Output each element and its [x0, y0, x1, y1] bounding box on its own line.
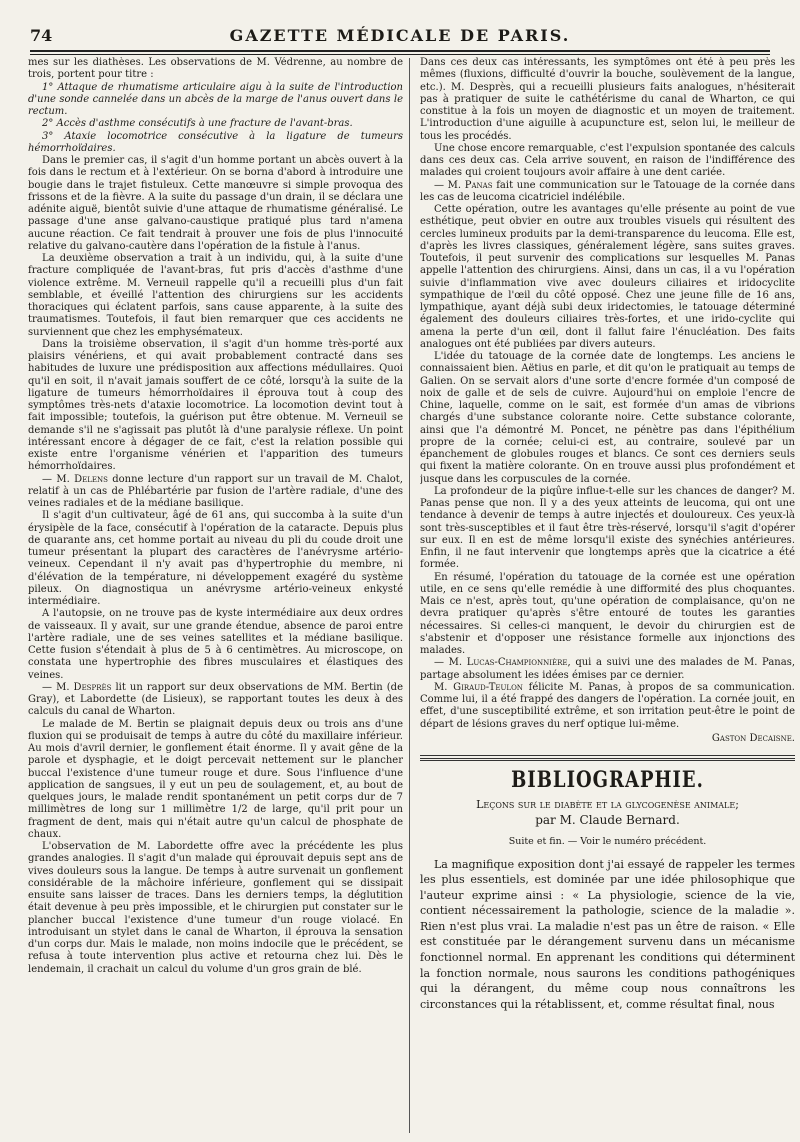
- section-heading: BIBLIOGRAPHIE.: [511, 767, 704, 794]
- journal-title: GAZETTE MÉDICALE DE PARIS.: [229, 26, 571, 45]
- speaker-name: M. Giraud-Teulon: [434, 681, 523, 693]
- paragraph: — M. Panas fait une communication sur le Tatouage de la cornée dans les cas de leucoma cicatriciel indélébile.: [420, 179, 795, 203]
- right-column: [420, 57, 795, 1132]
- header-rule-thin: [30, 54, 770, 55]
- paragraph: L'observation de M. Labordette offre avec la précédente les plus grandes analogies. Il s'agit d'un malade qui éprouvait depuis sept ans de vives douleurs sous la langue. De temps à autre survenait un gonflement considérable de la mâchoire inférieure, gonflement qui se dissipait ensuite sans laisser de traces. Dans les derniers temps, la déglutition était devenue à peu près impossible, et le chirurgien put constater sur le plancher buccal l'existence d'une tumeur d'un rouge violacé. En introduisant un stylet dans le canal de Wharton, il éprouva la sensation d'un corps dur. Mais le malade, non moins indocile que le précédent, se refusa à toute intervention plus active et retourna chez lui. Dès le lendemain, il crachait un calcul du volume d'un gros grain de blé.: [28, 841, 403, 975]
- continuation-note: Suite et fin. — Voir le numéro précédent.: [508, 836, 707, 848]
- paragraph: Dans ces deux cas intéressants, les symptômes ont été à peu près les mêmes (fluxions, difficulté d'ouvrir la bouche, soulèvement de la langue, etc.). M. Desprès, qui a recueilli plusieurs faits analogues, n'hésiterait pas à pratiquer de suite le cathétérisme du canal de Wharton, ce qui constitue à la fois un moyen de diagnostic et un moyen de traitement. L'introduction d'une aiguille à acupuncture est, selon lui, le meilleur de tous les procédés.: [420, 57, 795, 142]
- speaker-name: M. Desprès: [56, 681, 112, 693]
- paragraph: Il s'agit d'un cultivateur, âgé de 61 ans, qui succomba à la suite d'un érysipèle de la face, consécutif à l'opération de la cataracte. Depuis plus de quarante ans, cet homme portait au niveau du pli du coude droit une tumeur présentant la plupart des caractères de l'anévrysme artério-veineux. Cependant il n'y avait pas d'hypertrophie du membre, ni d'élévation de la température, ni développement exagéré du système pileux. On diagnostiqua un anévrysme artério-veineux enkysté intermédiaire.: [28, 510, 403, 607]
- left-column: [28, 57, 403, 1132]
- book-title: Leçons sur le diabète et la glycogenèse animale;: [476, 798, 739, 812]
- page-header: [30, 26, 770, 48]
- paragraph: La deuxième observation a trait à un individu, qui, à la suite d'une fracture compliquée de l'avant-bras, fut pris d'accès d'asthme d'une violence extrême. M. Verneuil rappelle qu'il a recueilli plus d'un fait semblable, et éveillé l'attention des chirurgiens sur les accidents thoraciques qui éclatent parfois, sans cause apparente, à la suite des traumatismes. Toutefois, il faut bien remarquer que ces accidents ne surviennent que chez les emphysémateux.: [28, 253, 403, 338]
- paragraph: M. Giraud-Teulon félicite M. Panas, à propos de sa communication. Comme lui, il a été frappé des dangers de l'opération. La cornée jouit, en effet, d'une susceptibilité extrême, et son irritation peut-être le point de départ de lésions graves du nerf optique lui-même.: [420, 681, 795, 730]
- paragraph: Cette opération, outre les avantages qu'elle présente au point de vue esthétique, peut obvier en outre aux troubles visuels qui résultent des cercles lumineux produits par la demi-transparence du leucoma. Elle est, d'après les livres classiques, généralement légère, sans suites graves. Toutefois, il peut survenir des complications sur lesquelles M. Panas appelle l'attention des chirurgiens. Ainsi, dans un cas, il a vu l'opération suivie d'inflammation vive avec douleurs ciliaires et iridocyclite sympathique de l'œil du côté opposé. Chez une jeune fille de 16 ans, lympathique, ayant déjà subi deux iridectomies, le tatouage déterminé également des douleurs ciliaires très-fortes, et une irido-cyclite qui amena la perte d'un œil, dont il fallut faire l'énucléation. Des faits analogues ont été publiées par divers auteurs.: [420, 204, 795, 350]
- speaker-name: M. Lucas-Championnière: [448, 657, 568, 669]
- paragraph: En résumé, l'opération du tatouage de la cornée est une opération utile, en ce sens qu'elle remédie à une difformité des plus choquantes. Mais ce n'est, après tout, qu'une opération de complaisance, qu'on ne devra pratiquer qu'après s'être entouré de toutes les garanties nécessaires. Si celles-ci manquent, le devoir du chirurgien est de s'abstenir et d'opposer une résistance formelle aux injonctions des malades.: [420, 571, 795, 656]
- paragraph: mes sur les diathèses. Les observations de M. Védrenne, au nombre de trois, portent pour titre :: [28, 57, 403, 81]
- paragraph: Une chose encore remarquable, c'est l'expulsion spontanée des calculs dans ces deux cas. Cela arrive souvent, en raison de l'indifférence des malades qui croient toujours avoir affaire à une dent cariée.: [420, 142, 795, 179]
- section-separator-double: [420, 758, 795, 761]
- paragraph: A l'autopsie, on ne trouve pas de kyste intermédiaire aux deux ordres de vaisseaux. Il y avait, sur une grande étendue, absence de paroi entre l'artère radiale, une de ses veines satellites et la médiane basilique. Cette fusion s'étendait à plus de 5 à 6 centimètres. Au microscope, on constata une hypertrophie des fibres musculaires et élastiques des veines.: [28, 608, 403, 681]
- speaker-name: M. Panas: [447, 179, 493, 191]
- page-number: 74: [30, 26, 53, 45]
- paragraph: — M. Desprès lit un rapport sur deux observations de MM. Bertin (de Gray), et Labordette (de Lisieux), se rapportant toutes les deux à des calculs du canal de Wharton.: [28, 681, 403, 718]
- observation-title: 1° Attaque de rhumatisme articulaire aigu à la suite de l'introduction d'une sonde cannelée dans un abcès de la marge de l'anus ouvert dans le rectum.: [28, 81, 403, 117]
- column-divider: [409, 58, 410, 1133]
- header-rule: [30, 50, 770, 52]
- section-separator: [420, 755, 795, 756]
- paragraph: Dans la troisième observation, il s'agit d'un homme très-porté aux plaisirs vénériens, et qui avait probablement contracté dans ses habitudes de luxure une prédisposition aux affections médullaires. Quoi qu'il en soit, il n'avait jamais souffert de ce côté, lorsqu'à la suite de la ligature de tumeurs hémorrhoïdaires il éprouva tout à coup des symptômes très-nets d'ataxie locomotrice. La locomotion devint tout à fait impossible; toutefois, la guérison put être obtenue. M. Verneuil se demande s'il ne s'agissait pas plutôt là d'une paralysie réflexe. Un point intéressant encore à dégager de ce fait, c'est la relation possible qui existe entre l'organisme vénérien et l'apparition des tumeurs hémorrhoïdaires.: [28, 338, 403, 473]
- paragraph: L'idée du tatouage de la cornée date de longtemps. Les anciens le connaissaient bien. Aëtius en parle, et dit qu'on le pratiquait au temps de Galien. On se servait alors d'une sorte d'encre formée d'un composé de noix de galle et de sels de cuivre. Aujourd'hui on emploie l'encre de Chine, laquelle, comme on le sait, est formée d'un amas de vibrions chargés d'une substance colorante noire. Cette substance colorante, ainsi que l'a démontré M. Poncet, ne pénètre pas dans l'épithélium propre de la cornée; celui-ci est, au contraire, soulevé par un épanchement de globules rouges et blancs. Ce sont ces derniers seuls qui fixent la matière colorante. On en trouve aussi plus profondément et jusque dans les corpuscules de la cornée.: [420, 351, 795, 485]
- observation-title: 3° Ataxie locomotrice consécutive à la ligature de tumeurs hémorrhoïdaires.: [28, 130, 403, 154]
- paragraph: Le malade de M. Bertin se plaignait depuis deux ou trois ans d'une fluxion qui se produisait de temps à autre du côté du maxillaire inférieur. Au mois d'avril dernier, le gonflement était énorme. Il y avait gêne de la parole et dysphagie, et le doigt percevait nettement sur le plancher buccal l'existence d'une tumeur rouge et dure. Sous l'influence d'une application de sangsues, il y eut un peu de soulagement, et, au bout de quelques jours, le malade rendit spontanément un petit corps dur de 7 millimètres de long sur 1 millimètre 1/2 de large, qu'il prit pour un fragment de dent, mais qui n'était autre qu'un calcul de phosphate de chaux.: [28, 718, 403, 840]
- book-author: par M. Claude Bernard.: [535, 813, 680, 828]
- speaker-name: M. Delens: [56, 473, 108, 485]
- paragraph: La profondeur de la piqûre influe-t-elle sur les chances de danger? M. Panas pense que non. Il y a des yeux atteints de leucoma, qui ont une tendance à devenir de temps à autre injectés et douloureux. Ces yeux-là sont très-susceptibles et il faut être très-réservé, lorsqu'il s'agit d'opérer sur eux. Il en est de même lorsqu'il existe des synéchies antérieures. Enfin, il ne faut intervenir que longtemps après que la cicatrice a été formée.: [420, 485, 795, 571]
- paragraph: La magnifique exposition dont j'ai essayé de rappeler les termes les plus essentiels, est dominée par une idée philosophique que l'auteur exprime ainsi : « La physiologie, science de la vie, contient nécessairement la pathologie, science de la maladie ». Rien n'est plus vrai. La maladie n'est pas un être de raison. « Elle est constituée par le dérangement survenu dans un mécanisme fonctionnel normal. En apprenant les conditions qui déterminent la fonction normale, nous saurons les conditions pathogéniques qui la dérangent, du même coup nous connaîtrons les circonstances qui la rétablissent, et, comme résultat final, nous: [420, 857, 795, 1011]
- paragraph: Dans le premier cas, il s'agit d'un homme portant un abcès ouvert à la fois dans le rectum et à l'extérieur. On se borna d'abord à introduire une bougie dans le trajet fistuleux. Cette manœuvre si simple provoqua des frissons et de la fièvre. A la suite du passage d'un drain, il se déclara une adénite aiguë, bientôt suivie d'une attaque de rhumatisme généralisé. Le passage d'une anse galvano-caustique pratiqué plus tard n'amena aucune réaction. Ce fait tendrait à prouver une fois de plus l'innocuité relative du galvano-cautère dans l'opération de la fistule à l'anus.: [28, 155, 403, 252]
- review-body: [420, 857, 795, 1013]
- article-signature: Gaston Decaisne.: [711, 732, 795, 744]
- observation-title: 2° Accès d'asthme consécutifs à une fracture de l'avant-bras.: [42, 118, 353, 130]
- paragraph: — M. Lucas-Championnière, qui a suivi une des malades de M. Panas, partage absolument les idées émises par ce dernier.: [420, 657, 795, 681]
- paragraph: — M. Delens donne lecture d'un rapport sur un travail de M. Chalot, relatif à un cas de Phlébartérie par fusion de l'artère radiale, d'une des veines radiales et de la médiane basilique.: [28, 473, 403, 509]
